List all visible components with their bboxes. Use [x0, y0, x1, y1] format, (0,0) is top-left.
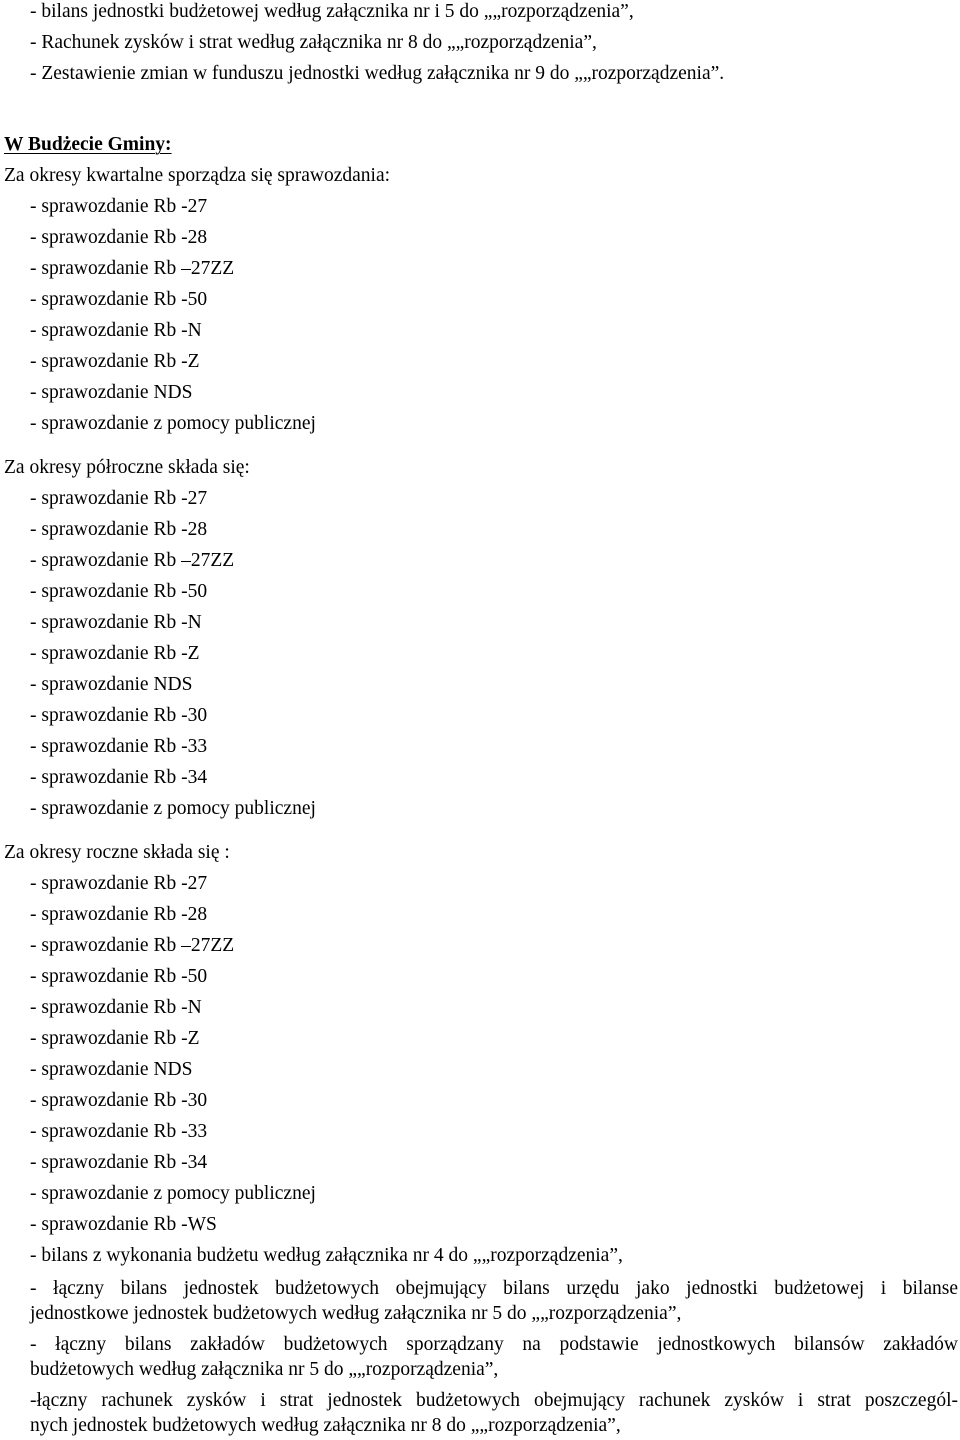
list-item: - sprawozdanie NDS: [30, 382, 193, 403]
list-item: - sprawozdanie Rb -28: [30, 519, 208, 540]
list-item: - sprawozdanie Rb –27ZZ: [30, 935, 235, 956]
list-item: - sprawozdanie Rb –27ZZ: [30, 550, 235, 571]
list-item: - sprawozdanie Rb –27ZZ: [30, 258, 235, 279]
list-item: - sprawozdanie Rb -N: [30, 997, 202, 1018]
list-item: - sprawozdanie Rb -27: [30, 873, 208, 894]
list-item: - sprawozdanie Rb -33: [30, 736, 208, 757]
annual-intro: Za okresy roczne składa się :: [4, 842, 230, 863]
paragraph-line: - łączny bilans zakładów budżetowych sporządzany na podstawie jednostkowych bilansów zakładów: [30, 1334, 958, 1355]
list-item: - sprawozdanie z pomocy publicznej: [30, 798, 316, 819]
paragraph-line: nych jednostek budżetowych według załącznika nr 8 do „„rozporządzenia”,: [30, 1415, 621, 1436]
list-item: - sprawozdanie Rb -28: [30, 904, 208, 925]
list-item: - sprawozdanie Rb -34: [30, 1152, 208, 1173]
list-item: - sprawozdanie NDS: [30, 1059, 193, 1080]
list-item: - sprawozdanie Rb -WS: [30, 1214, 217, 1235]
list-item: - sprawozdanie z pomocy publicznej: [30, 1183, 316, 1204]
list-item: - bilans z wykonania budżetu według załącznika nr 4 do „„rozporządzenia”,: [30, 1245, 623, 1266]
list-item: - Rachunek zysków i strat według załącznika nr 8 do „„rozporządzenia”,: [30, 32, 597, 53]
list-item: - bilans jednostki budżetowej według załącznika nr i 5 do „„rozporządzenia”,: [30, 1, 634, 22]
list-item: - sprawozdanie Rb -30: [30, 705, 208, 726]
list-item: - sprawozdanie Rb -50: [30, 581, 208, 602]
list-item: - sprawozdanie Rb -27: [30, 196, 208, 217]
paragraph-line: - łączny bilans jednostek budżetowych obejmujący bilans urzędu jako jednostki budżetowej i bilanse: [30, 1278, 958, 1299]
list-item: - sprawozdanie Rb -N: [30, 320, 202, 341]
paragraph-line: budżetowych według załącznika nr 5 do „„rozporządzenia”,: [30, 1359, 499, 1380]
list-item: - sprawozdanie Rb -34: [30, 767, 208, 788]
list-item: - sprawozdanie Rb -Z: [30, 1028, 200, 1049]
list-item: - sprawozdanie Rb -Z: [30, 351, 200, 372]
quarterly-intro: Za okresy kwartalne sporządza się sprawozdania:: [4, 165, 391, 186]
list-item: - sprawozdanie Rb -27: [30, 488, 208, 509]
list-item: - sprawozdanie Rb -50: [30, 289, 208, 310]
list-item: - sprawozdanie Rb -33: [30, 1121, 208, 1142]
paragraph-line: jednostkowe jednostek budżetowych według załącznika nr 5 do „„rozporządzenia”,: [30, 1303, 682, 1324]
list-item: - sprawozdanie Rb -N: [30, 612, 202, 633]
list-item: - sprawozdanie NDS: [30, 674, 193, 695]
list-item: - sprawozdanie z pomocy publicznej: [30, 413, 316, 434]
list-item: - Zestawienie zmian w funduszu jednostki według załącznika nr 9 do „„rozporządzenia”.: [30, 63, 725, 84]
paragraph-line: -łączny rachunek zysków i strat jednostek budżetowych obejmujący rachunek zysków i strat poszczegól-: [30, 1390, 958, 1411]
semiannual-intro: Za okresy półroczne składa się:: [4, 457, 250, 478]
list-item: - sprawozdanie Rb -50: [30, 966, 208, 987]
list-item: - sprawozdanie Rb -Z: [30, 643, 200, 664]
list-item: - sprawozdanie Rb -30: [30, 1090, 208, 1111]
section-heading: W Budżecie Gminy:: [4, 134, 172, 155]
list-item: - sprawozdanie Rb -28: [30, 227, 208, 248]
